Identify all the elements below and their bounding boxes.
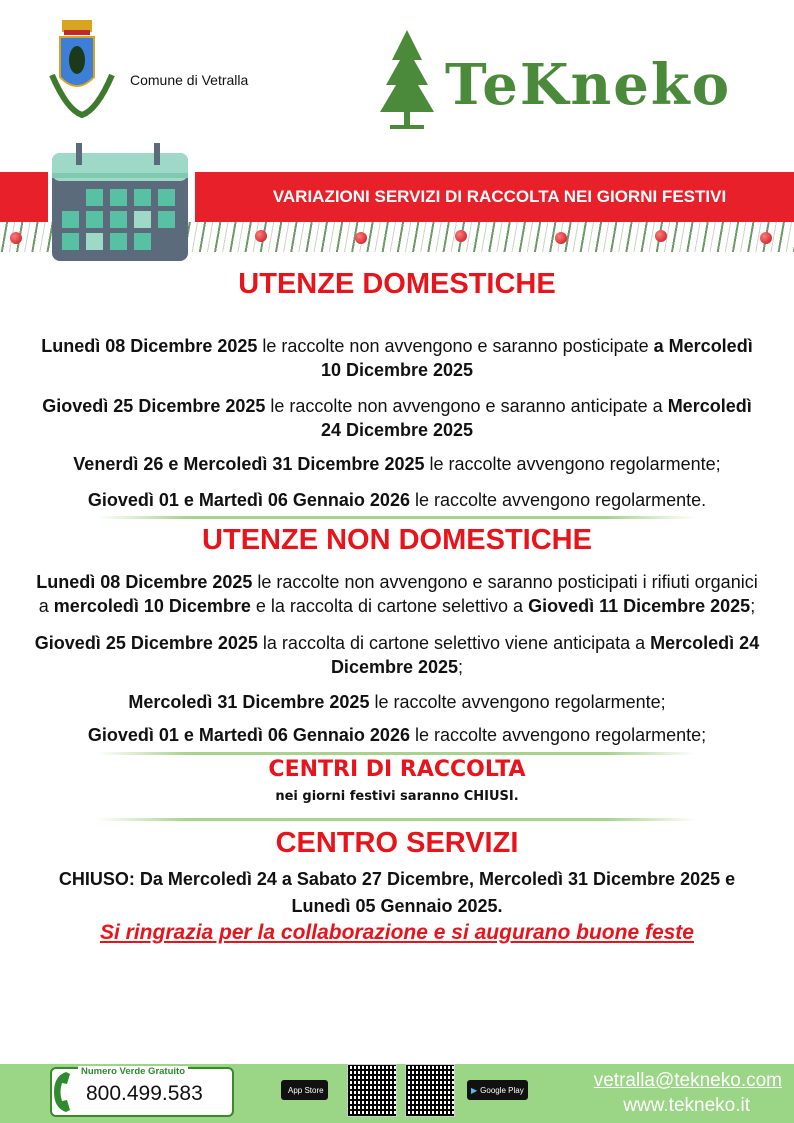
dom-paragraph-4 [30,488,764,512]
heading-centro-servizi: CENTRO SERVIZI [275,827,519,859]
date: Giovedì 25 Dicembre 2025 [42,396,266,416]
text: le raccolte avvengono regolarmente; [424,454,721,474]
text: le raccolte non avvengono e saranno posticipate [257,336,654,356]
calendar-icon [52,143,188,261]
nondom-paragraph-4 [30,723,764,747]
email-link[interactable]: vetralla@tekneko.com [593,1070,782,1091]
text: ; [458,657,464,677]
website-link[interactable]: www.tekneko.it [623,1095,750,1116]
date: Lunedì 08 Dicembre 2025 [41,336,258,356]
banner-left [0,172,48,222]
text: e la raccolta di cartone selettivo a [250,596,529,616]
date: Mercoledì 24 Dicembre 2025 [330,633,760,677]
heading-centri-raccolta: CENTRI DI RACCOLTA [268,757,526,782]
comune-name: Comune di Vetralla [130,72,249,88]
numero-verde-label: Numero Verde Gratuito [78,1066,188,1077]
google-play-label: Google Play [480,1085,524,1095]
text: la raccolta di cartone selettivo viene anticipata a [257,633,651,653]
date: mercoledì 10 Dicembre [53,596,251,616]
divider [97,516,697,519]
app-store-label: App Store [288,1085,324,1095]
date: Mercoledì 24 Dicembre 2025 [320,396,752,440]
dom-paragraph-2 [30,394,764,442]
comune-crest-logo [42,15,122,120]
divider [97,752,697,755]
text: le raccolte non avvengono e saranno anticipate a [265,396,668,416]
heading-utenze-non-domestiche: UTENZE NON DOMESTICHE [202,524,592,556]
date: Giovedì 01 e Martedì 06 Gennaio 2026 [87,490,410,510]
text: le raccolte avvengono regolarmente. [409,490,707,510]
text: le raccolte avvengono regolarmente; [409,725,707,745]
phone-icon [52,1070,72,1114]
text: ; [750,596,756,616]
nondom-paragraph-2 [30,631,764,679]
date: Mercoledì 31 Dicembre 2025 [128,692,370,712]
google-play-badge[interactable] [467,1080,528,1100]
main-content [20,267,774,946]
date: Lunedì 08 Dicembre 2025 [36,572,253,592]
qr-code-app-store[interactable] [347,1064,397,1117]
qr-code-google-play[interactable] [405,1064,455,1117]
date: Giovedì 01 e Martedì 06 Gennaio 2026 [87,725,410,745]
dom-paragraph-1 [30,334,764,382]
nondom-paragraph-1 [30,570,764,618]
text: le raccolte non avvengono e saranno posticipati i rifiuti organici a [38,572,758,616]
banner-title: VARIAZIONI SERVIZI DI RACCOLTA NEI GIORNI FESTIVI [195,172,794,222]
date: Venerdì 26 e Mercoledì 31 Dicembre 2025 [73,454,425,474]
dom-paragraph-3 [30,452,764,476]
nondom-paragraph-3 [30,690,764,714]
heading-utenze-domestiche: UTENZE DOMESTICHE [238,268,556,300]
date: Giovedì 25 Dicembre 2025 [34,633,258,653]
divider [97,818,697,821]
centro-servizi-text: CHIUSO: Da Mercoledì 24 a Sabato 27 Dicembre, Mercoledì 31 Dicembre 2025 e Lunedì 05 Gennaio 2025. [58,869,736,916]
app-store-badge[interactable] [281,1080,328,1100]
centri-subtitle: nei giorni festivi saranno CHIUSI. [275,789,519,804]
tree-logo-icon [378,30,436,132]
brand-logo-text: TeKneko [445,52,732,118]
date: a Mercoledì 10 Dicembre 2025 [320,336,753,380]
thanks-message: Si ringrazia per la collaborazione e si augurano buone feste [100,921,694,944]
date: Giovedì 11 Dicembre 2025 [528,596,751,616]
play-icon: ▶ [471,1085,478,1095]
text: le raccolte avvengono regolarmente; [369,692,666,712]
phone-number[interactable]: 800.499.583 [86,1082,203,1105]
